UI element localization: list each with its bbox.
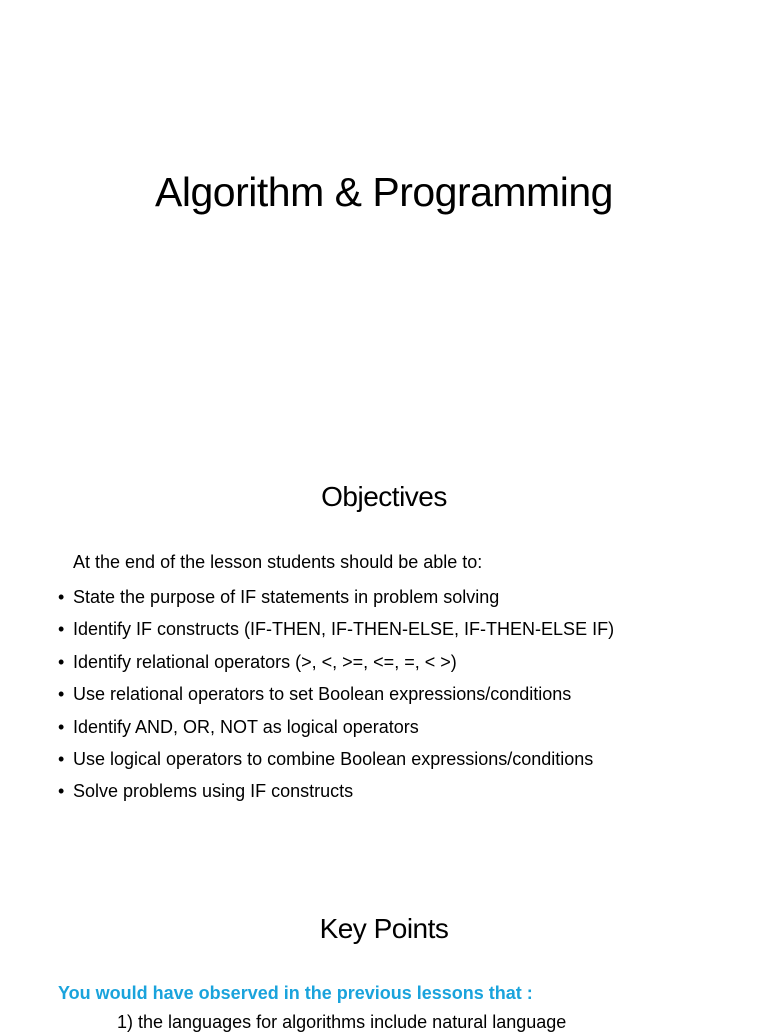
objectives-intro: At the end of the lesson students should be able to:: [73, 552, 483, 572]
bullet-icon: •: [58, 651, 65, 672]
list-item: [58, 581, 614, 613]
list-item-text: State the purpose of IF statements in problem solving: [73, 587, 500, 607]
objectives-list: [58, 581, 614, 808]
bullet-icon: •: [58, 716, 65, 737]
bullet-icon: •: [58, 781, 65, 802]
list-item: [58, 646, 614, 678]
key-points-highlight: You would have observed in the previous lessons that :: [58, 983, 533, 1003]
key-points-heading: Key Points: [319, 913, 449, 944]
list-item-text: Use relational operators to set Boolean expressions/conditions: [73, 684, 572, 705]
list-item: [58, 678, 614, 710]
list-item-text: Identify AND, OR, NOT as logical operators: [73, 716, 419, 737]
list-item-text: Identify relational operators (>, <, >=, <=, =, < >): [73, 651, 457, 672]
slide-title: Algorithm & Programming: [155, 169, 613, 215]
list-item: [58, 711, 614, 743]
key-point-item: 1) the languages for algorithms include natural language: [117, 1012, 567, 1032]
bullet-icon: •: [58, 619, 65, 640]
list-item: [58, 743, 614, 775]
list-item-text: Solve problems using IF constructs: [73, 781, 354, 802]
objectives-heading: Objectives: [321, 481, 447, 512]
bullet-icon: •: [58, 749, 65, 770]
list-item: [58, 613, 614, 645]
list-item-text: Use logical operators to combine Boolean expressions/conditions: [73, 749, 594, 770]
list-item-text: Identify IF constructs (IF-THEN, IF-THEN-ELSE, IF-THEN-ELSE IF): [73, 619, 615, 640]
bullet-icon: •: [58, 587, 65, 607]
bullet-icon: •: [58, 684, 65, 705]
list-item: [58, 775, 614, 807]
